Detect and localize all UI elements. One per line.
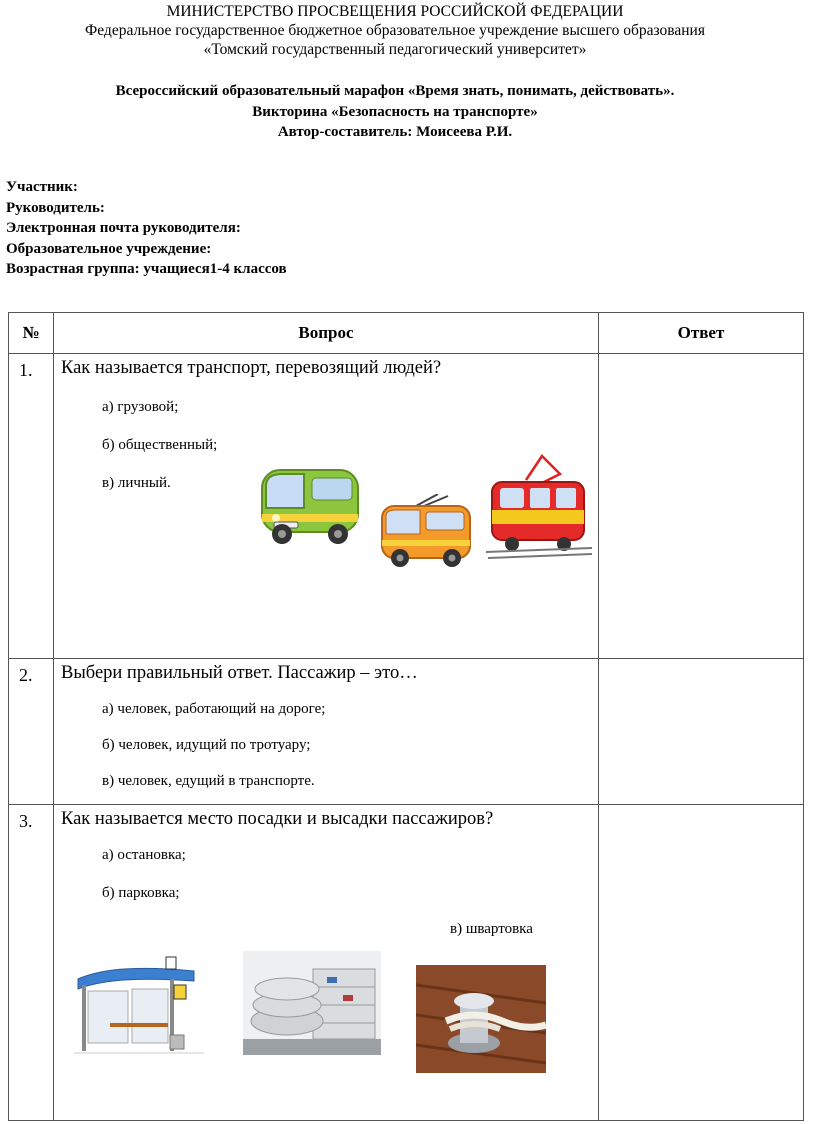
option-c: в) человек, едущий в транспорте. [102, 773, 315, 789]
parking-garage-illustration [243, 951, 381, 1055]
question-cell [54, 805, 599, 1121]
ministry-name: МИНИСТЕРСТВО ПРОСВЕЩЕНИЯ РОССИЙСКОЙ ФЕДЕРАЦИИ [166, 3, 624, 20]
participant-label: Участник: [6, 179, 78, 195]
author-line: Автор-составитель: Моисеева Р.И. [277, 124, 513, 140]
table-header-row [9, 313, 804, 354]
question-cell [54, 354, 599, 659]
option-c: в) швартовка [450, 921, 533, 937]
option-a: а) остановка; [102, 847, 186, 863]
tram-illustration [486, 452, 592, 560]
option-b: б) парковка; [102, 885, 180, 901]
age-group-label: Возрастная группа: учащиеся1-4 классов [6, 261, 287, 277]
bus-illustration [252, 464, 364, 552]
answer-cell[interactable] [599, 659, 804, 805]
option-c: в) личный. [102, 475, 171, 491]
institution-type: Федеральное государственное бюджетное образовательное учреждение высшего образования [85, 22, 705, 39]
quiz-table [8, 312, 804, 1121]
option-a: а) человек, работающий на дороге; [102, 701, 326, 717]
question-number: 1. [9, 354, 54, 659]
leader-label: Руководитель: [6, 200, 105, 216]
column-question-header: Вопрос [54, 313, 599, 354]
column-number-header: № [9, 313, 54, 354]
table-row [9, 805, 804, 1121]
option-b: б) общественный; [102, 437, 218, 453]
answer-cell[interactable] [599, 805, 804, 1121]
marathon-title: Всероссийский образовательный марафон «Время знать, понимать, действовать». [115, 83, 675, 99]
mooring-bollard-photo [416, 965, 546, 1073]
table-row [9, 659, 804, 805]
question-number: 2. [9, 659, 54, 805]
quiz-title: Викторина «Безопасность на транспорте» [252, 104, 538, 120]
option-a: а) грузовой; [102, 399, 179, 415]
leader-email-label: Электронная почта руководителя: [6, 220, 241, 236]
question-number: 3. [9, 805, 54, 1121]
trolleybus-illustration [376, 494, 476, 572]
column-answer-header: Ответ [599, 313, 804, 354]
answer-cell[interactable] [599, 354, 804, 659]
school-label: Образовательное учреждение: [6, 241, 212, 257]
question-text: Как называется транспорт, перевозящий людей? [61, 358, 442, 378]
university-name: «Томский государственный педагогический университет» [203, 41, 587, 58]
question-text: Как называется место посадки и высадки пассажиров? [61, 809, 494, 829]
question-text: Выбери правильный ответ. Пассажир – это… [61, 663, 418, 683]
bus-stop-illustration [74, 955, 204, 1063]
option-b: б) человек, идущий по тротуару; [102, 737, 311, 753]
table-row [9, 354, 804, 659]
question-cell [54, 659, 599, 805]
